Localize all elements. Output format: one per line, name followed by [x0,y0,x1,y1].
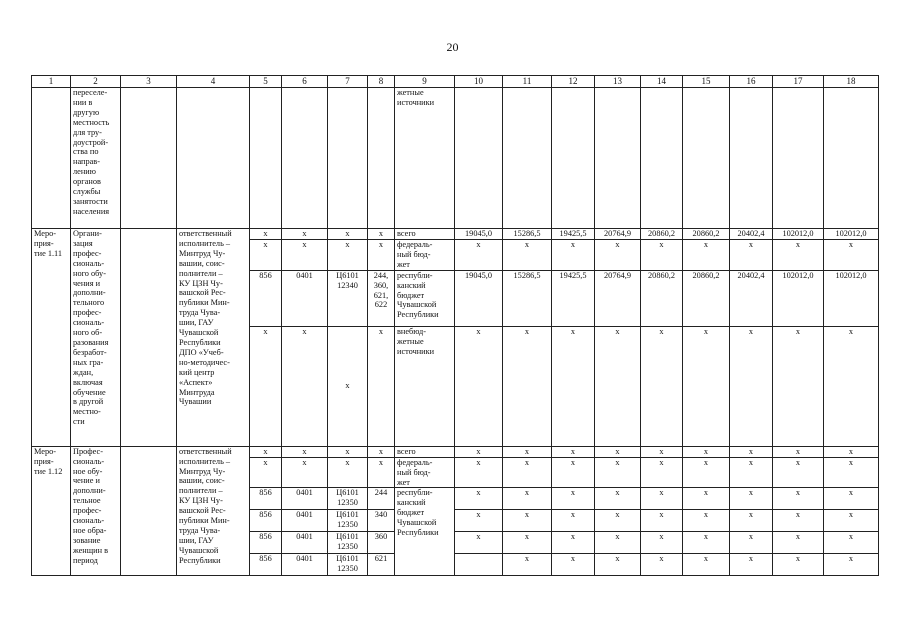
value-cell: x [455,457,503,488]
value-cell: 20860,2 [641,229,683,240]
value-cell: x [824,240,879,271]
cell: x [250,240,282,271]
cell: 0401 [282,488,328,510]
cell [32,88,71,229]
cell: 340 [368,510,395,532]
cell [455,554,503,576]
value-cell: x [730,554,773,576]
cell: 856 [250,510,282,532]
cell: x [250,229,282,240]
cell [683,88,730,229]
value-cell: x [455,488,503,510]
value-cell: x [552,240,595,271]
cell [595,88,641,229]
value-cell: x [595,488,641,510]
value-cell: x [683,446,730,457]
cell [250,88,282,229]
value-cell: x [503,457,552,488]
source-cell: внебюд- жетные источники [395,326,455,446]
source-cell: всего [395,446,455,457]
cell: 244, 360, 621, 622 [368,270,395,326]
value-cell: x [773,532,824,554]
page-number: 20 [446,40,459,54]
value-cell: 19045,0 [455,270,503,326]
value-cell: x [683,532,730,554]
value-cell: x [595,510,641,532]
value-cell: x [641,554,683,576]
cell [121,88,177,229]
measure-name-cell: Органи- зация профес- сиональ- ного обу- чения и дополни- тельного профес- сиональ- ного об- разования безработ- ных гра- ждан, включая обучение в другой местно- сти [71,229,121,447]
value-cell: 102012,0 [824,229,879,240]
header-cell: 7 [328,76,368,88]
cell: Ц6101 12350 [328,488,368,510]
cell [121,229,177,447]
value-cell: x [824,457,879,488]
value-cell: x [730,326,773,446]
cell: x [368,229,395,240]
measure-number-cell: Меро- прия- тие 1.11 [32,229,71,447]
value-cell: x [641,457,683,488]
value-cell: x [773,240,824,271]
cell: 0401 [282,270,328,326]
header-cell: 1 [32,76,71,88]
value-cell: x [595,446,641,457]
value-cell: x [730,510,773,532]
value-cell: x [730,446,773,457]
header-row [32,76,879,88]
value-cell: x [641,488,683,510]
value-cell: x [683,240,730,271]
cell: x [282,446,328,457]
value-cell: 102012,0 [773,270,824,326]
value-cell: 19425,5 [552,229,595,240]
source-cell: республи- канский бюджет Чувашской Республики [395,488,455,576]
value-cell: x [824,488,879,510]
value-cell: 20764,9 [595,270,641,326]
cell: Ц6101 12350 [328,532,368,554]
header-cell: 5 [250,76,282,88]
value-cell: x [773,326,824,446]
executor-cell: ответственный исполнитель – Минтруд Чу- вашии, соис- полнители – КУ ЦЗН Чу- вашской Рес- публики Мин- труда Чува- шии, ГАУ Чувашской Республики [177,446,250,576]
cell: x [250,326,282,446]
value-cell: x [455,240,503,271]
value-cell: 20402,4 [730,229,773,240]
cell: 621 [368,554,395,576]
table-row [32,229,879,240]
cell: x [328,229,368,240]
cell [368,88,395,229]
value-cell: x [595,554,641,576]
value-cell: x [824,446,879,457]
value-cell: 19045,0 [455,229,503,240]
value-cell: x [773,446,824,457]
value-cell: x [641,240,683,271]
value-cell: x [683,457,730,488]
cell [503,88,552,229]
cell: 360 [368,532,395,554]
source-cell: республи- канский бюджет Чувашской Республики [395,270,455,326]
value-cell: x [455,532,503,554]
value-cell: 20860,2 [683,229,730,240]
value-cell: x [641,326,683,446]
cell [730,88,773,229]
value-cell: 15286,5 [503,229,552,240]
value-cell: x [773,457,824,488]
header-cell: 16 [730,76,773,88]
value-cell: x [503,488,552,510]
value-cell: x [824,532,879,554]
value-cell: 102012,0 [773,229,824,240]
cell: x [328,457,368,488]
cell [282,88,328,229]
value-cell: x [683,554,730,576]
source-cell: всего [395,229,455,240]
value-cell: x [503,446,552,457]
cell: 244 [368,488,395,510]
value-cell: 20402,4 [730,270,773,326]
value-cell: x [552,326,595,446]
header-cell: 2 [71,76,121,88]
value-cell: x [683,488,730,510]
cell: 856 [250,554,282,576]
value-cell: x [824,554,879,576]
value-cell: x [455,326,503,446]
header-cell: 14 [641,76,683,88]
cell: x [328,240,368,271]
cell: x [282,326,328,446]
value-cell: x [595,532,641,554]
cell: x [368,326,395,446]
cell [824,88,879,229]
value-cell: x [773,554,824,576]
cell [328,88,368,229]
value-cell: x [730,532,773,554]
header-cell: 4 [177,76,250,88]
value-cell: 102012,0 [824,270,879,326]
cell: x [368,446,395,457]
header-cell: 9 [395,76,455,88]
cell: x [250,446,282,457]
cell: Ц6101 12350 [328,554,368,576]
cell: x [328,446,368,457]
value-cell: x [773,510,824,532]
cell: 0401 [282,510,328,532]
value-cell: 15286,5 [503,270,552,326]
header-cell: 13 [595,76,641,88]
cell: x [368,240,395,271]
value-cell: 19425,5 [552,270,595,326]
header-cell: 3 [121,76,177,88]
cell [773,88,824,229]
value-cell: x [552,554,595,576]
header-cell: 6 [282,76,328,88]
value-cell: x [552,532,595,554]
header-cell: 8 [368,76,395,88]
cell: 856 [250,532,282,554]
value-cell: x [503,532,552,554]
value-cell: x [595,240,641,271]
cell: x [250,457,282,488]
cell: x [282,229,328,240]
cell: x [282,457,328,488]
cell [552,88,595,229]
cell: x [328,326,368,446]
cell: 0401 [282,554,328,576]
cell [641,88,683,229]
value-cell: 20764,9 [595,229,641,240]
value-cell: x [595,457,641,488]
cell: 0401 [282,532,328,554]
value-cell: x [552,446,595,457]
value-cell: 20860,2 [641,270,683,326]
value-cell: x [730,488,773,510]
cell: 856 [250,488,282,510]
measure-name-cell: переселе- нии в другую местность для тру- доустрой- ства по направ- лению органов службы занятости населения [71,88,121,229]
header-cell: 18 [824,76,879,88]
executor-cell: ответственный исполнитель – Минтруд Чу- вашии, соис- полнители – КУ ЦЗН Чу- вашской Рес- публики Мин- труда Чува- шии, ГАУ Чувашской Республики ДПО «Учеб- но-методичес- кий центр «Аспект» Минтруда Чувашии [177,229,250,447]
measure-name-cell: Профес- сиональ- ное обу- чение и дополни- тельное профес- сиональ- ное обра- зование женщин в период [71,446,121,576]
cell: x [368,457,395,488]
value-cell: x [730,457,773,488]
value-cell: x [552,457,595,488]
value-cell: x [683,510,730,532]
header-cell: 12 [552,76,595,88]
source-cell: жетные источники [395,88,455,229]
cell [121,446,177,576]
value-cell: x [503,554,552,576]
value-cell: x [552,510,595,532]
budget-table [31,75,879,576]
continuation-row [32,88,879,229]
source-cell: федераль- ный бюд- жет [395,240,455,271]
header-cell: 15 [683,76,730,88]
value-cell: x [503,326,552,446]
cell [177,88,250,229]
value-cell: x [773,488,824,510]
cell: 856 [250,270,282,326]
table-row [32,446,879,457]
value-cell: x [503,240,552,271]
source-cell: федераль- ный бюд- жет [395,457,455,488]
cell: x [282,240,328,271]
value-cell: x [824,326,879,446]
cell: Ц6101 12350 [328,510,368,532]
value-cell: x [683,326,730,446]
value-cell: x [824,510,879,532]
cell: Ц6101 12340 [328,270,368,326]
value-cell: x [503,510,552,532]
header-cell: 11 [503,76,552,88]
cell [455,88,503,229]
header-cell: 17 [773,76,824,88]
value-cell: x [552,488,595,510]
value-cell: x [730,240,773,271]
value-cell: x [595,326,641,446]
measure-number-cell: Меро- прия- тие 1.12 [32,446,71,576]
value-cell: x [455,446,503,457]
value-cell: x [641,510,683,532]
value-cell: 20860,2 [683,270,730,326]
value-cell: x [641,446,683,457]
value-cell: x [641,532,683,554]
header-cell: 10 [455,76,503,88]
value-cell: x [455,510,503,532]
